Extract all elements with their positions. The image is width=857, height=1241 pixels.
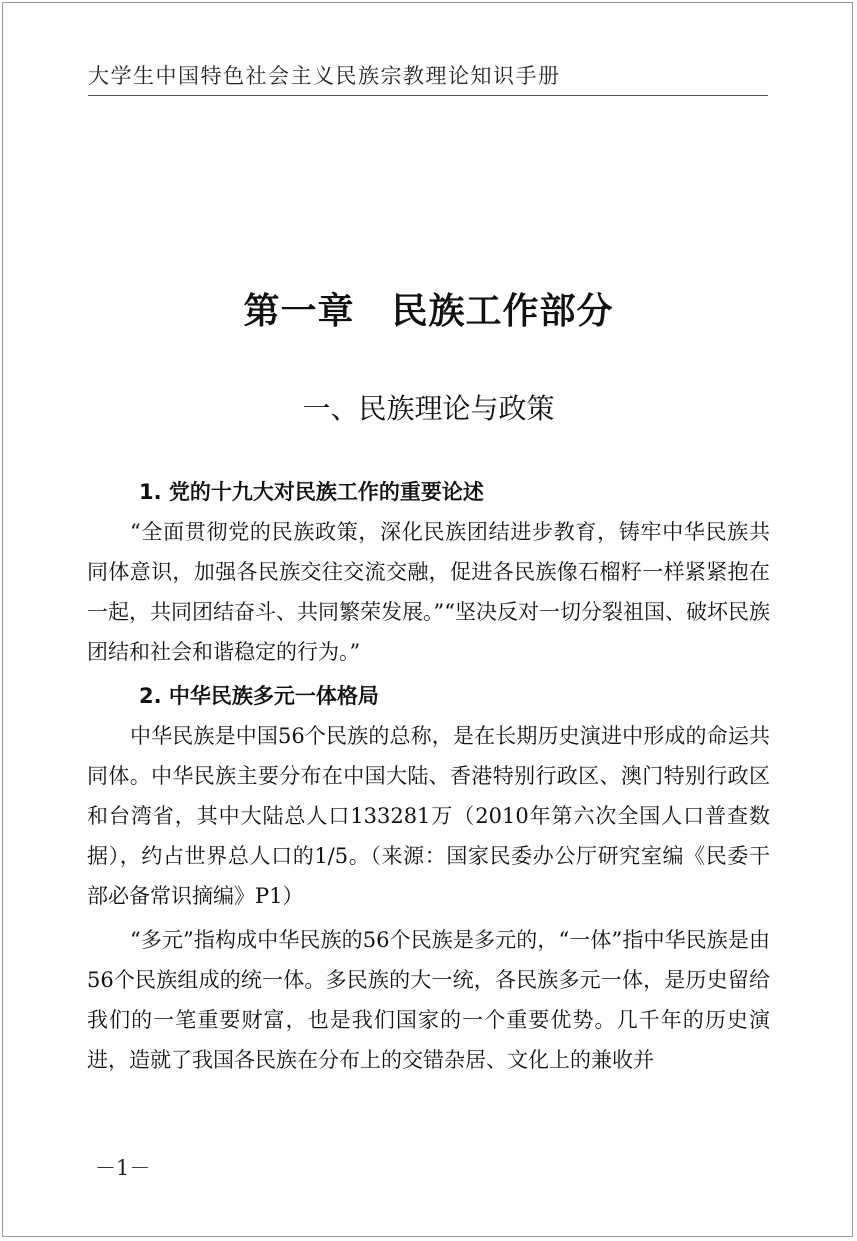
running-header: 大学生中国特色社会主义民族宗教理论知识手册 — [88, 64, 561, 88]
subsection-heading-2: 2. 中华民族多元一体格局 — [139, 684, 379, 708]
section-title: 一、民族理论与政策 — [302, 392, 555, 425]
paragraph-3: “多元”指构成中华民族的56个民族是多元的，“一体”指中华民族是由56个民族组成的统一体。多民族的大一统，各民族多元一体，是历史留给我们的一笔重要财富，也是我们国家的一个重要优势。几千年的历史演进，造就了我国各民族在分布上的交错杂居、文化上的兼收并 — [87, 928, 770, 1072]
header-rule — [88, 95, 768, 96]
body-content — [87, 472, 770, 1080]
chapter-title: 第一章 民族工作部分 — [243, 291, 614, 332]
page-number: －1－ — [95, 1156, 151, 1180]
paragraph-2: 中华民族是中国56个民族的总称，是在长期历史演进中形成的命运共同体。中华民族主要分布在中国大陆、香港特别行政区、澳门特别行政区和台湾省，其中大陆总人口133281万（2010年第六次全国人口普查数据），约占世界总人口的1/5。（来源：国家民委办公厅研究室编《民委干部必备常识摘编》P1） — [87, 724, 770, 908]
paragraph-1: “全面贯彻党的民族政策，深化民族团结进步教育，铸牢中华民族共同体意识，加强各民族交往交流交融，促进各民族像石榴籽一样紧紧抱在一起，共同团结奋斗、共同繁荣发展。”“坚决反对一切分裂祖国、破坏民族团结和社会和谐稳定的行为。” — [87, 520, 770, 664]
subsection-heading-1: 1. 党的十九大对民族工作的重要论述 — [139, 480, 484, 504]
